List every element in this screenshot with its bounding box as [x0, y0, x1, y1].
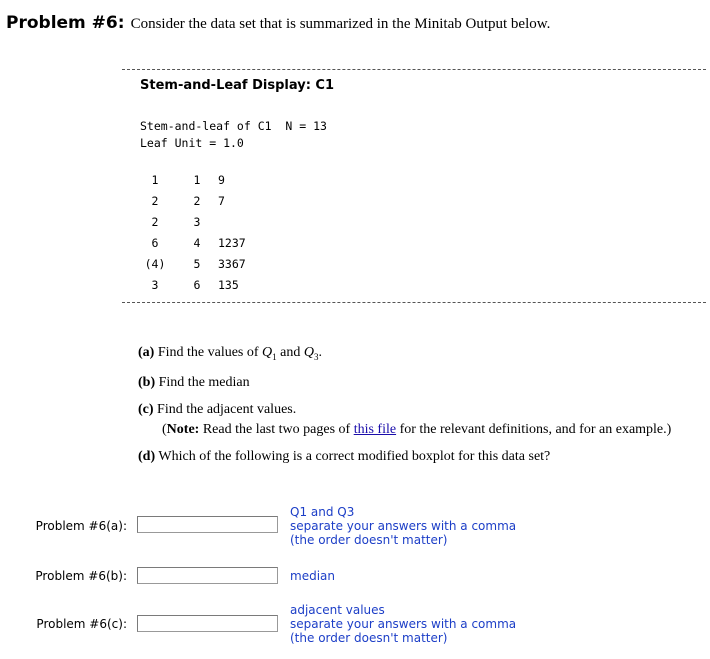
depth-cell: 2: [151, 194, 159, 208]
stem-cell: 1: [193, 173, 201, 187]
question-d-label: (d): [138, 449, 156, 464]
answer-b-input[interactable]: [137, 567, 278, 584]
leaf-unit-line: Leaf Unit = 1.0: [140, 136, 244, 150]
answer-a-input[interactable]: [137, 516, 278, 533]
question-b-label: (b): [138, 375, 156, 390]
leaf-cell: 3367: [218, 257, 246, 271]
this-file-link[interactable]: this file: [353, 422, 397, 437]
problem-heading: [6, 13, 550, 33]
hint-line: (the order doesn't matter): [290, 631, 448, 645]
hint-line: separate your answers with a comma: [290, 617, 517, 631]
question-a-label: (a): [138, 345, 155, 360]
note-text-pre: Read the last two pages of: [202, 422, 351, 437]
hint-line: (the order doesn't matter): [290, 533, 448, 547]
depth-cell: 6: [151, 236, 159, 250]
question-a: [138, 345, 322, 362]
question-d-text: Which of the following is a correct modified boxplot for this data set?: [158, 449, 551, 464]
depth-cell: 3: [151, 278, 159, 292]
stem-cell: 4: [193, 236, 201, 250]
leaf-cell: 135: [218, 278, 239, 292]
question-d: [138, 449, 550, 465]
output-divider-top: [122, 69, 706, 70]
depth-cell: (4): [144, 257, 166, 271]
stem-cell: 3: [193, 215, 201, 229]
answer-b-label: Problem #6(b):: [35, 569, 127, 583]
leaf-cell: 1237: [218, 236, 246, 250]
hint-line: Q1 and Q3: [290, 505, 355, 519]
answer-a-hint: [290, 505, 516, 547]
problem-intro: Consider the data set that is summarized in the Minitab Output below.: [130, 16, 551, 32]
stem-cell: 6: [193, 278, 201, 292]
note-text-post: for the relevant definitions, and for an example.): [399, 422, 672, 437]
question-c: [138, 402, 296, 418]
leaf-cell: 9: [218, 173, 225, 187]
q1-subscript: 1: [272, 351, 277, 362]
answer-c-hint: [290, 603, 516, 645]
question-c-text: Find the adjacent values.: [157, 402, 297, 417]
output-divider-bottom: [122, 302, 706, 303]
problem-number: Problem #6:: [6, 13, 125, 33]
q3-variable: Q: [303, 345, 315, 360]
stem-cell: 2: [193, 194, 201, 208]
q3-subscript: 3: [314, 351, 319, 362]
stem-leaf-header: Stem-and-leaf of C1 N = 13: [140, 119, 327, 133]
question-a-and: and: [280, 345, 301, 360]
answer-c-input[interactable]: [137, 615, 278, 632]
depth-cell: 1: [151, 173, 159, 187]
question-b-text: Find the median: [158, 375, 250, 390]
question-a-text: Find the values of: [157, 345, 259, 360]
q1-variable: Q: [262, 345, 273, 360]
note-open-paren: (: [162, 422, 167, 437]
question-c-label: (c): [138, 402, 154, 417]
answer-c-label: Problem #6(c):: [36, 617, 127, 631]
hint-line: adjacent values: [290, 603, 385, 617]
hint-line: separate your answers with a comma: [290, 519, 517, 533]
stem-cell: 5: [193, 257, 201, 271]
question-a-period: .: [318, 345, 323, 360]
answer-b-hint: [290, 569, 335, 583]
answer-a-label: Problem #6(a):: [35, 519, 127, 533]
question-b: [138, 375, 250, 391]
hint-line: median: [290, 569, 335, 583]
stem-leaf-title: Stem-and-Leaf Display: C1: [140, 78, 335, 93]
note-label: Note:: [166, 422, 200, 437]
question-c-note: [162, 422, 671, 438]
leaf-cell: 7: [218, 194, 225, 208]
depth-cell: 2: [151, 215, 159, 229]
